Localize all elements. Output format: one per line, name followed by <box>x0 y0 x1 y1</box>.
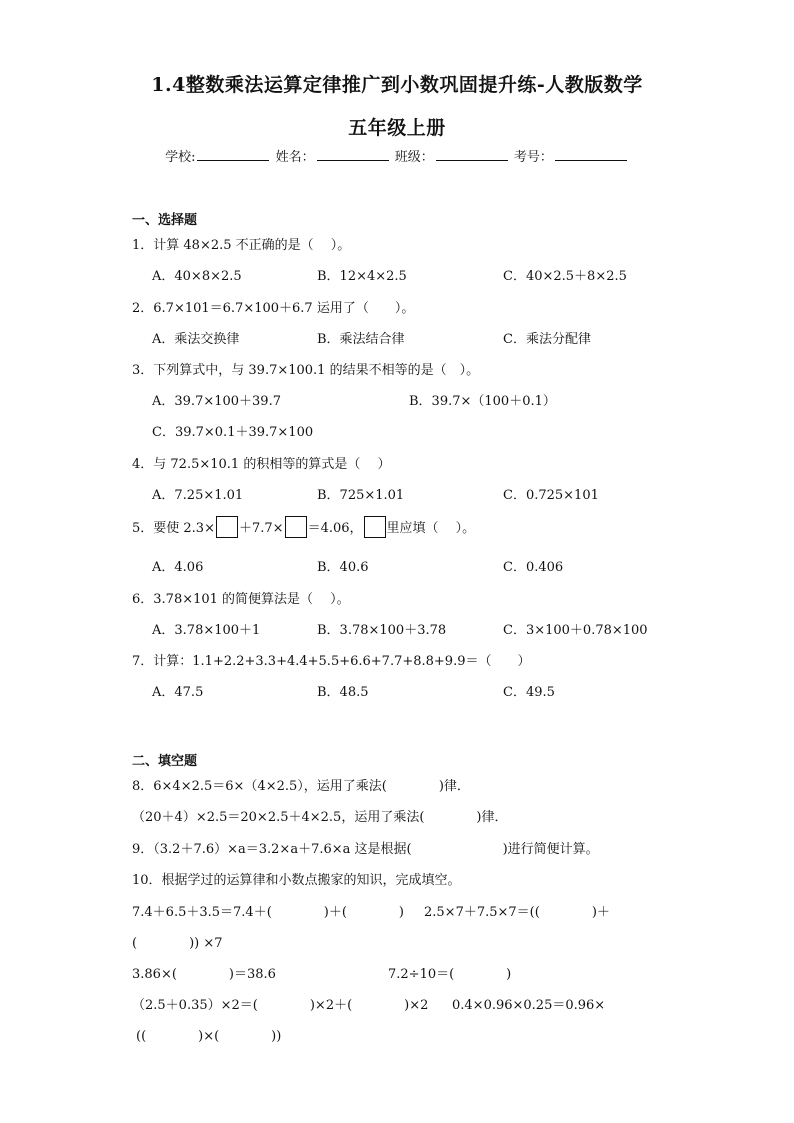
option-1a[interactable]: A．40×8×2.5 <box>152 269 242 284</box>
option-2c[interactable]: C．乘法分配律 <box>503 332 591 347</box>
question-3: 3．下列算式中，与 39.7×100.1 的结果不相等的是（ ）。 <box>132 363 480 378</box>
option-4b[interactable]: B．725×1.01 <box>317 488 405 503</box>
option-7a[interactable]: A．47.5 <box>152 685 204 700</box>
question-10: 10．根据学过的运算律和小数点搬家的知识，完成填空。 <box>132 873 461 888</box>
q10-line3-right: 7.2÷10＝( ) <box>388 967 512 982</box>
school-label: 学校: <box>165 150 196 165</box>
question-8-line2: （20＋4）×2.5＝20×2.5＋4×2.5，运用了乘法( )律． <box>132 810 508 825</box>
question-5-part3: ＝4.06， <box>307 521 363 536</box>
question-5-part2: ＋7.7× <box>238 521 284 536</box>
option-2a[interactable]: A．乘法交换律 <box>152 332 240 347</box>
class-label: 班级： <box>394 150 434 165</box>
page-title: 1.4整数乘法运算定律推广到小数巩固提升练-人教版数学 <box>151 74 643 96</box>
answer-box[interactable] <box>216 516 238 538</box>
page-subtitle: 五年级上册 <box>348 117 446 139</box>
number-label: 考号： <box>513 150 553 165</box>
option-7b[interactable]: B．48.5 <box>317 685 369 700</box>
option-5a[interactable]: A．4.06 <box>152 560 204 575</box>
q10-line3-left: 3.86×( )＝38.6 <box>132 967 276 982</box>
option-3b[interactable]: B．39.7×（100＋0.1） <box>409 394 556 409</box>
option-4c[interactable]: C．0.725×101 <box>503 488 599 503</box>
option-3a[interactable]: A．39.7×100＋39.7 <box>152 394 281 409</box>
number-field[interactable] <box>555 148 627 161</box>
q10-line1-left: 7.4＋6.5＋3.5＝7.4＋( )＋( ) <box>132 905 404 920</box>
q10-line4-right: 0.4×0.96×0.25＝0.96× <box>452 998 606 1013</box>
name-label: 姓名： <box>275 150 315 165</box>
option-5c[interactable]: C．0.406 <box>503 560 564 575</box>
option-3c[interactable]: C．39.7×0.1＋39.7×100 <box>152 425 314 440</box>
name-field[interactable] <box>317 148 389 161</box>
q10-line2: ( )) ×7 <box>132 936 223 951</box>
option-6a[interactable]: A．3.78×100＋1 <box>152 623 261 638</box>
question-5-part4: 里应填（ ）。 <box>386 521 476 536</box>
question-4: 4．与 72.5×10.1 的积相等的算式是（ ） <box>132 457 391 472</box>
option-5b[interactable]: B．40.6 <box>317 560 369 575</box>
option-6c[interactable]: C．3×100＋0.78×100 <box>503 623 648 638</box>
question-9: 9．（3.2＋7.6）×a＝3.2×a＋7.6×a 这是根据( )进行简便计算。 <box>132 842 599 857</box>
question-5-part1: 5．要使 2.3× <box>132 521 215 536</box>
question-2: 2．6.7×101＝6.7×100＋6.7 运用了（ ）。 <box>132 301 415 316</box>
question-8-line1: 8．6×4×2.5＝6×（4×2.5），运用了乘法( )律． <box>132 779 470 794</box>
question-7: 7．计算：1.1+2.2+3.3+4.4+5.5+6.6+7.7+8.8+9.9＝（ ） <box>132 654 531 669</box>
q10-line1-right: 2.5×7＋7.5×7＝(( )＋ <box>424 905 610 920</box>
school-field[interactable] <box>197 148 269 161</box>
option-4a[interactable]: A．7.25×1.01 <box>152 488 244 503</box>
student-info-line <box>0 146 794 165</box>
class-field[interactable] <box>436 148 508 161</box>
section-fill-heading: 二、填空题 <box>132 754 198 769</box>
q10-line4-left: （2.5＋0.35）×2＝( )×2＋( )×2 <box>132 998 429 1013</box>
option-1b[interactable]: B．12×4×2.5 <box>317 269 407 284</box>
option-1c[interactable]: C．40×2.5＋8×2.5 <box>503 269 627 284</box>
answer-box[interactable] <box>285 516 307 538</box>
question-6: 6．3.78×101 的简便算法是（ ）。 <box>132 592 350 607</box>
question-5 <box>132 517 475 540</box>
section-choice-heading: 一、选择题 <box>132 213 198 228</box>
option-7c[interactable]: C．49.5 <box>503 685 555 700</box>
q10-line5: (( )×( )) <box>136 1029 282 1044</box>
option-2b[interactable]: B．乘法结合律 <box>317 332 405 347</box>
option-6b[interactable]: B．3.78×100＋3.78 <box>317 623 447 638</box>
answer-box[interactable] <box>364 516 386 538</box>
question-1: 1．计算 48×2.5 不正确的是（ ）。 <box>132 238 351 253</box>
